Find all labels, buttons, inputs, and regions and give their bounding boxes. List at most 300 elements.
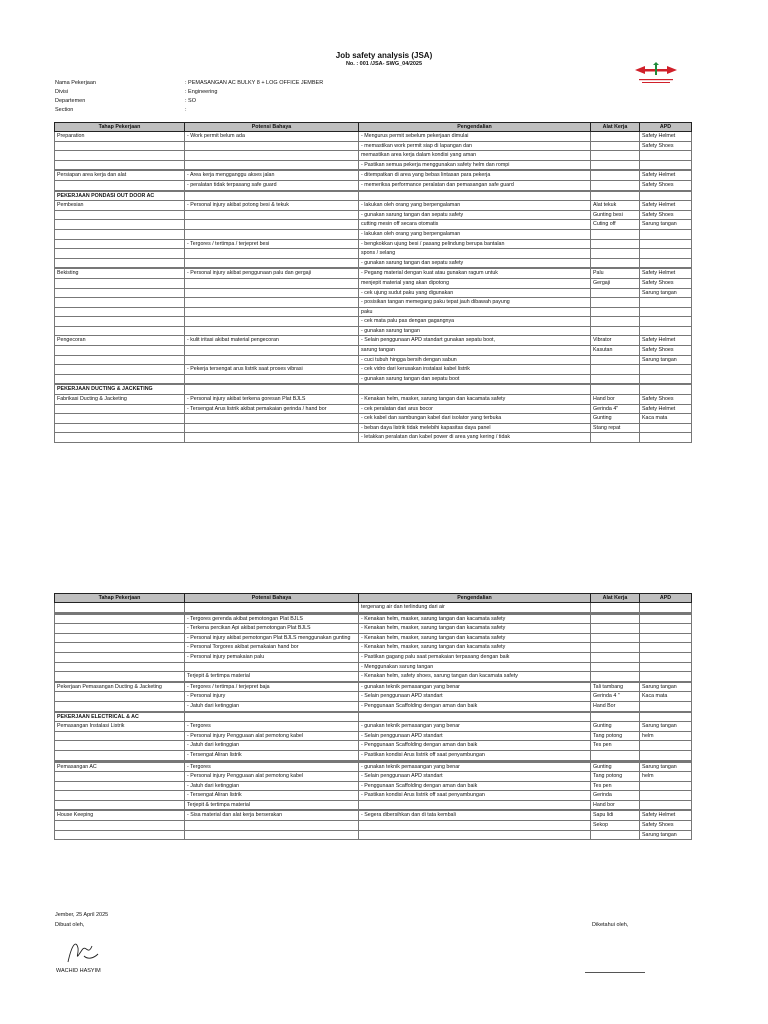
- cell-alat: [591, 374, 640, 384]
- table-row: [55, 811, 692, 821]
- cell-tahap: [55, 791, 185, 801]
- cell-apd: Safety Shoes: [640, 210, 692, 220]
- cell-potensi: [185, 830, 359, 840]
- table-row: [55, 762, 692, 772]
- table-row: [55, 722, 692, 732]
- cell-potensi: [185, 278, 359, 288]
- table-row: [55, 404, 692, 414]
- table-row: [55, 701, 692, 711]
- table-row: [55, 633, 692, 643]
- cell-tahap: [55, 692, 185, 702]
- cell-alat: Gunting: [591, 414, 640, 424]
- cell-alat: Gunting besi: [591, 210, 640, 220]
- cell-potensi: - Personal injury: [185, 692, 359, 702]
- info-row-nama-pekerjaan: [55, 80, 455, 86]
- cell-pengendalian: memastikan area kerja dalam kondisi yang aman: [359, 151, 591, 161]
- cell-alat: Sapu lidi: [591, 811, 640, 821]
- cell-pengendalian: sarung tangan: [359, 346, 591, 356]
- cell-potensi: Terjepit & tertimpa material: [185, 672, 359, 682]
- table-row: [55, 346, 692, 356]
- cell-apd: Sarung tangan: [640, 682, 692, 692]
- cell-tahap: [55, 731, 185, 741]
- cell-potensi: - Personal injury pemakaian palu: [185, 652, 359, 662]
- cell-apd: [640, 239, 692, 249]
- cell-potensi: - Tersengat Arus listrik akibat pemakaian gerinda / hand bor: [185, 404, 359, 414]
- cell-potensi: - peralatan tidak terpasang safe guard: [185, 180, 359, 190]
- cell-apd: [640, 652, 692, 662]
- cell-pengendalian: - Pastikan kondisi Arus listrik off saat penyambungan: [359, 791, 591, 801]
- cell-pengendalian: - gunakan teknik pemasangan yang benar: [359, 762, 591, 772]
- cell-tahap: [55, 603, 185, 613]
- cell-apd: [640, 614, 692, 624]
- cell-pengendalian: [359, 821, 591, 831]
- cell-potensi: [185, 141, 359, 151]
- cell-apd: Safety Helmet: [640, 201, 692, 211]
- cell-apd: Sarung tangan: [640, 722, 692, 732]
- cell-tahap: [55, 220, 185, 230]
- jsa-table-page-2: [54, 593, 692, 840]
- col-header-alat: Alat Kerja: [591, 123, 640, 132]
- cell-potensi: [185, 355, 359, 365]
- table-row: [55, 288, 692, 298]
- cell-apd: [640, 624, 692, 634]
- cell-apd: Sarung tangan: [640, 830, 692, 840]
- cell-alat: [591, 662, 640, 672]
- info-key: Nama Pekerjaan: [55, 80, 96, 86]
- cell-potensi: - Tergores: [185, 722, 359, 732]
- cell-alat: [591, 614, 640, 624]
- info-value: : SO: [185, 98, 197, 104]
- footer-date: Jember, 25 April 2025: [55, 912, 109, 918]
- cell-potensi: Terjepit & tertimpa material: [185, 800, 359, 810]
- cell-alat: Tali tambang: [591, 682, 640, 692]
- cell-tahap: [55, 830, 185, 840]
- cell-tahap: [55, 278, 185, 288]
- cell-potensi: [185, 374, 359, 384]
- cell-alat: Cuting off: [591, 220, 640, 230]
- cell-alat: [591, 298, 640, 308]
- table-row: [55, 624, 692, 634]
- cell-apd: [640, 385, 692, 395]
- cell-potensi: - Tersengat Aliran listrik: [185, 750, 359, 760]
- cell-apd: [640, 603, 692, 613]
- table-row: [55, 210, 692, 220]
- cell-potensi: [185, 191, 359, 201]
- cell-pengendalian: [359, 800, 591, 810]
- cell-alat: Gerinda: [591, 791, 640, 801]
- cell-apd: [640, 800, 692, 810]
- cell-potensi: - Area kerja mengganggu akses jalan: [185, 171, 359, 181]
- cell-pengendalian: - Kenakan helm, masker, sarung tangan dan kacamata safety: [359, 395, 591, 405]
- table-row: [55, 326, 692, 336]
- cell-tahap: [55, 298, 185, 308]
- cell-alat: Stang repat: [591, 423, 640, 433]
- cell-potensi: - Personal injury akibat potong besi & tekuk: [185, 201, 359, 211]
- cell-apd: [640, 423, 692, 433]
- table-row: [55, 307, 692, 317]
- table-row: [55, 151, 692, 161]
- cell-tahap: [55, 160, 185, 170]
- table-row: [55, 781, 692, 791]
- cell-apd: Safety Helmet: [640, 132, 692, 142]
- cell-alat: [591, 830, 640, 840]
- cell-apd: Sarung tangan: [640, 220, 692, 230]
- table-row: [55, 741, 692, 751]
- cell-alat: Gunting: [591, 762, 640, 772]
- cell-potensi: [185, 821, 359, 831]
- cell-pengendalian: - cek vidro dari kerusakan instalasi kabel listrik: [359, 365, 591, 375]
- cell-potensi: [185, 151, 359, 161]
- cell-pengendalian: - lakukan oleh orang yang berpengalaman: [359, 201, 591, 211]
- cell-potensi: [185, 307, 359, 317]
- cell-apd: Sarung tangan: [640, 762, 692, 772]
- cell-alat: [591, 624, 640, 634]
- table-row: [55, 249, 692, 259]
- table-row: [55, 682, 692, 692]
- footer-made-by: Dibuat oleh,: [55, 922, 85, 928]
- cell-tahap: [55, 374, 185, 384]
- cell-tahap: [55, 288, 185, 298]
- cell-pengendalian: tergenang air dan terlindung dari air: [359, 603, 591, 613]
- document-number: No. : 001 /JSA- SWG_04/2025: [345, 61, 423, 67]
- cell-apd: [640, 741, 692, 751]
- cell-tahap: [55, 404, 185, 414]
- cell-tahap: [55, 781, 185, 791]
- cell-pengendalian: paku: [359, 307, 591, 317]
- table-row: [55, 652, 692, 662]
- cell-potensi: [185, 385, 359, 395]
- cell-tahap: [55, 239, 185, 249]
- col-header-alat: Alat Kerja: [591, 594, 640, 603]
- cell-tahap: [55, 614, 185, 624]
- cell-apd: [640, 249, 692, 259]
- cell-tahap: [55, 180, 185, 190]
- cell-potensi: [185, 249, 359, 259]
- cell-tahap: [55, 355, 185, 365]
- cell-alat: Sekop: [591, 821, 640, 831]
- cell-alat: Hand bor: [591, 395, 640, 405]
- cell-apd: [640, 633, 692, 643]
- cell-apd: helm: [640, 772, 692, 782]
- table-row: [55, 298, 692, 308]
- cell-alat: [591, 633, 640, 643]
- cell-potensi: [185, 603, 359, 613]
- cell-tahap: PEKERJAAN PONDASI OUT DOOR AC: [55, 191, 185, 201]
- table-row: [55, 603, 692, 613]
- cell-apd: Sarung tangan: [640, 355, 692, 365]
- cell-alat: [591, 750, 640, 760]
- table-row: [55, 269, 692, 279]
- table-row: [55, 191, 692, 201]
- jsa-table-page-1: [54, 122, 692, 443]
- cell-potensi: [185, 288, 359, 298]
- cell-alat: [591, 433, 640, 443]
- table-row: [55, 278, 692, 288]
- cell-alat: Gergaji: [591, 278, 640, 288]
- cell-potensi: [185, 220, 359, 230]
- cell-apd: Sarung tangan: [640, 288, 692, 298]
- table-row: [55, 160, 692, 170]
- cell-apd: [640, 365, 692, 375]
- table-row: [55, 423, 692, 433]
- cell-tahap: [55, 317, 185, 327]
- cell-potensi: - Work permit belum ada: [185, 132, 359, 142]
- cell-potensi: - Tergores gerenda akibat pemotongan Plat BJLS: [185, 614, 359, 624]
- cell-potensi: [185, 346, 359, 356]
- cell-pengendalian: - gunakan teknik pemasangan yang benar: [359, 722, 591, 732]
- cell-tahap: [55, 821, 185, 831]
- cell-apd: [640, 374, 692, 384]
- cell-pengendalian: - Penggunaan Scaffolding dengan aman dan baik: [359, 781, 591, 791]
- col-header-potensi: Potensi Bahaya: [185, 594, 359, 603]
- info-row-departemen: [55, 98, 455, 104]
- cell-tahap: [55, 633, 185, 643]
- cell-alat: [591, 132, 640, 142]
- cell-apd: [640, 791, 692, 801]
- cell-pengendalian: - Segera dibersihkan dan di tata kembali: [359, 811, 591, 821]
- cell-apd: [640, 191, 692, 201]
- cell-pengendalian: - Pastikan kondisi Arus listrik off saat penyambungan: [359, 750, 591, 760]
- cell-pengendalian: menjepit material yang akan dipotong: [359, 278, 591, 288]
- cell-pengendalian: - bengkokkan ujung besi / pasang pelindung berupa bantalan: [359, 239, 591, 249]
- cell-apd: Safety Helmet: [640, 171, 692, 181]
- cell-potensi: - Sisa material dan alat kerja berserakan: [185, 811, 359, 821]
- table-row: [55, 750, 692, 760]
- cell-pengendalian: - Kenakan helm, masker, sarung tangan dan kacamata safety: [359, 614, 591, 624]
- table-row: [55, 662, 692, 672]
- table-row: [55, 180, 692, 190]
- info-key: Section: [55, 107, 74, 113]
- table-row: [55, 395, 692, 405]
- cell-pengendalian: [359, 712, 591, 722]
- table-row: [55, 414, 692, 424]
- cell-apd: [640, 298, 692, 308]
- cell-pengendalian: - gunakan sarung tangan dan sepatu safety: [359, 258, 591, 268]
- table-row: [55, 791, 692, 801]
- table-row: [55, 692, 692, 702]
- cell-pengendalian: - lakukan oleh orang yang berpengalaman: [359, 229, 591, 239]
- cell-tahap: [55, 701, 185, 711]
- col-header-tahap: Tahap Pekerjaan: [55, 594, 185, 603]
- cell-tahap: [55, 414, 185, 424]
- cell-potensi: [185, 317, 359, 327]
- cell-tahap: [55, 772, 185, 782]
- cell-alat: Hand bor: [591, 800, 640, 810]
- col-header-potensi: Potensi Bahaya: [185, 123, 359, 132]
- cell-apd: Safety Shoes: [640, 821, 692, 831]
- col-header-pengendalian: Pengendalian: [359, 123, 591, 132]
- cell-alat: [591, 191, 640, 201]
- cell-apd: Safety Shoes: [640, 278, 692, 288]
- cell-pengendalian: - gunakan sarung tangan dan sepatu boot: [359, 374, 591, 384]
- cell-alat: Vibrator: [591, 336, 640, 346]
- cell-apd: [640, 750, 692, 760]
- cell-tahap: [55, 800, 185, 810]
- cell-apd: Safety Helmet: [640, 269, 692, 279]
- cell-pengendalian: [359, 191, 591, 201]
- cell-pengendalian: - cek kabel dan sambungan kabel dari isolator yang terbuka: [359, 414, 591, 424]
- table-row: [55, 141, 692, 151]
- cell-pengendalian: - cek mata palu pas dengan gagangnya: [359, 317, 591, 327]
- cell-alat: [591, 365, 640, 375]
- table-row: [55, 643, 692, 653]
- cell-apd: Safety Helmet: [640, 811, 692, 821]
- cell-tahap: [55, 652, 185, 662]
- table-row: [55, 132, 692, 142]
- cell-potensi: [185, 712, 359, 722]
- info-row-section: [55, 107, 455, 113]
- cell-apd: helm: [640, 731, 692, 741]
- cell-alat: [591, 288, 640, 298]
- cell-alat: Gerinda 4 ": [591, 692, 640, 702]
- cell-alat: [591, 355, 640, 365]
- cell-pengendalian: spons / selang: [359, 249, 591, 259]
- info-row-divisi: [55, 89, 455, 95]
- footer-signer-name: WACHID HASYIM: [56, 968, 101, 974]
- cell-potensi: - kulit iritasi akibat material pengecoran: [185, 336, 359, 346]
- cell-apd: [640, 160, 692, 170]
- cell-apd: Safety Helmet: [640, 404, 692, 414]
- cell-apd: [640, 258, 692, 268]
- cell-alat: [591, 229, 640, 239]
- cell-potensi: - Pekerja tersengat arus listrik saat proses vibrasi: [185, 365, 359, 375]
- table-row: [55, 258, 692, 268]
- cell-apd: Safety Shoes: [640, 141, 692, 151]
- cell-tahap: [55, 624, 185, 634]
- cell-alat: Tang potong: [591, 731, 640, 741]
- cell-alat: [591, 171, 640, 181]
- cell-alat: [591, 180, 640, 190]
- info-value: : Engineering: [185, 89, 218, 95]
- table-row: [55, 336, 692, 346]
- cell-pengendalian: - cuci tubuh hingga bersih dengan sabun: [359, 355, 591, 365]
- cell-alat: [591, 712, 640, 722]
- table-row: [55, 672, 692, 682]
- cell-tahap: Pemasangan AC: [55, 762, 185, 772]
- table-header-row: [55, 123, 692, 132]
- cell-potensi: [185, 258, 359, 268]
- cell-apd: Safety Shoes: [640, 395, 692, 405]
- cell-pengendalian: [359, 385, 591, 395]
- cell-tahap: PEKERJAAN DUCTING & JACKETING: [55, 385, 185, 395]
- cell-tahap: Fabrikasi Ducting & Jacketing: [55, 395, 185, 405]
- cell-alat: Tes pen: [591, 741, 640, 751]
- table-row: [55, 220, 692, 230]
- cell-potensi: [185, 662, 359, 672]
- signature-line: [585, 972, 645, 973]
- cell-pengendalian: - Penggunaan Scaffolding dengan aman dan baik: [359, 701, 591, 711]
- cell-pengendalian: - Kenakan helm, masker, sarung tangan dan kacamata safety: [359, 633, 591, 643]
- cell-potensi: - Terkena percikan Api akibat pemotongan Plat BJLS: [185, 624, 359, 634]
- cell-potensi: - Personal injury Pengguaan alat pemotong kabel: [185, 731, 359, 741]
- cell-alat: Kasutan: [591, 346, 640, 356]
- cell-potensi: [185, 433, 359, 443]
- table-row: [55, 772, 692, 782]
- table-row: [55, 374, 692, 384]
- cell-apd: [640, 701, 692, 711]
- cell-tahap: PEKERJAAN ELECTRICAL & AC: [55, 712, 185, 722]
- cell-pengendalian: - Menggunakan sarung tangan: [359, 662, 591, 672]
- cell-potensi: - Tergores / tertimpa / terjepret baja: [185, 682, 359, 692]
- table-row: [55, 821, 692, 831]
- cell-tahap: Persiapan area kerja dan alat: [55, 171, 185, 181]
- cell-alat: [591, 385, 640, 395]
- cell-potensi: - Personal injury akibat pemotongan Plat BJLS menggunakan gunting: [185, 633, 359, 643]
- table-row: [55, 385, 692, 395]
- table-row: [55, 800, 692, 810]
- table-row: [55, 239, 692, 249]
- table-row: [55, 365, 692, 375]
- cell-alat: Gerinda 4": [591, 404, 640, 414]
- info-value: :: [185, 107, 187, 113]
- cell-apd: [640, 151, 692, 161]
- cell-alat: [591, 160, 640, 170]
- col-header-apd: APD: [640, 123, 692, 132]
- cell-alat: Tes pen: [591, 781, 640, 791]
- cell-alat: Palu: [591, 269, 640, 279]
- cell-tahap: Preparation: [55, 132, 185, 142]
- cell-pengendalian: - Selain penggunaan APD standart: [359, 692, 591, 702]
- cell-apd: [640, 307, 692, 317]
- cell-pengendalian: - Kenakan helm, safety shoes, sarung tangan dan kacamata safety: [359, 672, 591, 682]
- col-header-pengendalian: Pengendalian: [359, 594, 591, 603]
- cell-apd: [640, 317, 692, 327]
- cell-apd: [640, 712, 692, 722]
- signature-image: [62, 936, 102, 968]
- cell-apd: [640, 326, 692, 336]
- cell-tahap: [55, 258, 185, 268]
- cell-alat: Gunting: [591, 722, 640, 732]
- table-header-row: [55, 594, 692, 603]
- cell-tahap: [55, 672, 185, 682]
- cell-potensi: [185, 414, 359, 424]
- table-row: [55, 433, 692, 443]
- cell-pengendalian: - Selain penggunaan APD standart: [359, 772, 591, 782]
- cell-pengendalian: - gunakan teknik pemasangan yang benar: [359, 682, 591, 692]
- cell-tahap: [55, 423, 185, 433]
- cell-pengendalian: - Kenakan helm, masker, sarung tangan dan kacamata safety: [359, 643, 591, 653]
- cell-tahap: [55, 210, 185, 220]
- cell-potensi: [185, 326, 359, 336]
- cell-pengendalian: - memastikan work permit siap di lapangan dan: [359, 141, 591, 151]
- cell-apd: [640, 781, 692, 791]
- cell-pengendalian: - gunakan sarung tangan: [359, 326, 591, 336]
- cell-potensi: [185, 160, 359, 170]
- cell-tahap: Pengecoran: [55, 336, 185, 346]
- cell-alat: [591, 141, 640, 151]
- cell-tahap: [55, 151, 185, 161]
- cell-alat: [591, 258, 640, 268]
- footer-known-by: Diketahui oleh,: [592, 922, 629, 928]
- cell-tahap: [55, 229, 185, 239]
- table-row: [55, 317, 692, 327]
- cell-tahap: Pembesian: [55, 201, 185, 211]
- cell-tahap: [55, 741, 185, 751]
- cell-pengendalian: - letakkan peralatan dan kabel power di area yang kering / tidak: [359, 433, 591, 443]
- cell-tahap: [55, 307, 185, 317]
- cell-pengendalian: - beban daya listrik tidak melebihi kapasitas daya panel: [359, 423, 591, 433]
- cell-pengendalian: cutting mesin off secara otomatis: [359, 220, 591, 230]
- cell-tahap: [55, 643, 185, 653]
- info-value: : PEMASANGAN AC BULKY 8 + LOG OFFICE JEMBER: [185, 80, 324, 86]
- cell-pengendalian: - Penggunaan Scaffolding dengan aman dan baik: [359, 741, 591, 751]
- cell-potensi: - Jatuh dari ketinggian: [185, 781, 359, 791]
- cell-tahap: Pekerjaan Pemasangan Ducting & Jacketing: [55, 682, 185, 692]
- cell-tahap: Bekisting: [55, 269, 185, 279]
- cell-pengendalian: - Pastikan semua pekerja menggunakan safety helm dan rompi: [359, 160, 591, 170]
- cell-pengendalian: - gunakan sarung tangan dan sepatu safety: [359, 210, 591, 220]
- cell-apd: Safety Shoes: [640, 180, 692, 190]
